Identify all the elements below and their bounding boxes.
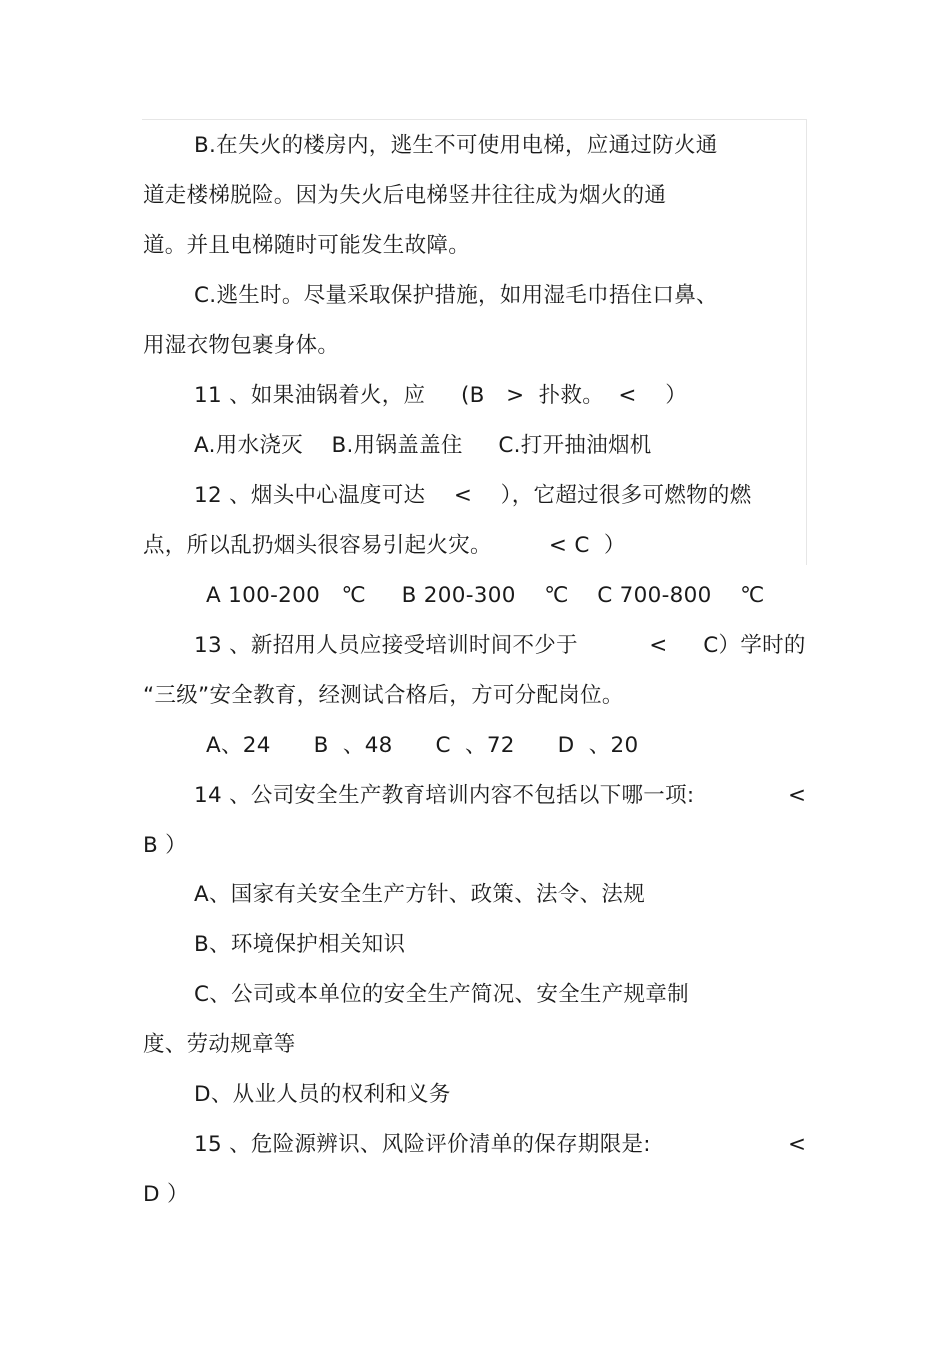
question-13-options: A、24 B 、48 C 、72 D 、20: [206, 733, 639, 758]
question-15-answer: D ）: [143, 1182, 189, 1207]
text-line-4: C.逃生时。尽量采取保护措施，如用湿毛巾捂住口鼻、: [194, 283, 718, 308]
question-13-cont: “三级”安全教育，经测试合格后，方可分配岗位。: [143, 683, 624, 708]
question-11: 11 、如果油锅着火，应 (B > 扑救。 < ）: [194, 383, 688, 408]
question-14-option-b: B、环境保护相关知识: [194, 932, 406, 957]
question-11-options: A.用水浇灭 B.用锅盖盖住 C.打开抽油烟机: [194, 433, 652, 458]
question-14-bracket: <: [788, 783, 807, 808]
question-12-options: A 100-200 ℃ B 200-300 ℃ C 700-800 ℃: [206, 583, 765, 608]
question-12: 12 、烟头中心温度可达 < ），它超过很多可燃物的燃: [194, 483, 752, 508]
question-15: 15 、危险源辨识、风险评价清单的保存期限是:: [194, 1132, 651, 1157]
text-line-3: 道。并且电梯随时可能发生故障。: [143, 233, 471, 258]
question-14-option-d: D、从业人员的权利和义务: [194, 1082, 451, 1107]
question-12-cont: 点，所以乱扔烟头很容易引起火灾。 < C ）: [143, 533, 626, 558]
text-line-5: 用湿衣物包裹身体。: [143, 333, 340, 358]
question-14: 14 、公司安全生产教育培训内容不包括以下哪一项:: [194, 783, 695, 808]
question-14-option-c-cont: 度、劳动规章等: [143, 1032, 296, 1057]
question-14-option-a: A、国家有关安全生产方针、政策、法令、法规: [194, 882, 646, 907]
question-14-answer: B ）: [143, 833, 187, 858]
question-13: 13 、新招用人员应接受培训时间不少于 < C）学时的: [194, 633, 806, 658]
text-line-2: 道走楼梯脱险。因为失火后电梯竖井往往成为烟火的通: [143, 183, 667, 208]
text-line-1: B.在失火的楼房内，逃生不可使用电梯，应通过防火通: [194, 133, 718, 158]
question-14-option-c: C、公司或本单位的安全生产简况、安全生产规章制: [194, 982, 689, 1007]
question-15-bracket: <: [788, 1132, 807, 1157]
